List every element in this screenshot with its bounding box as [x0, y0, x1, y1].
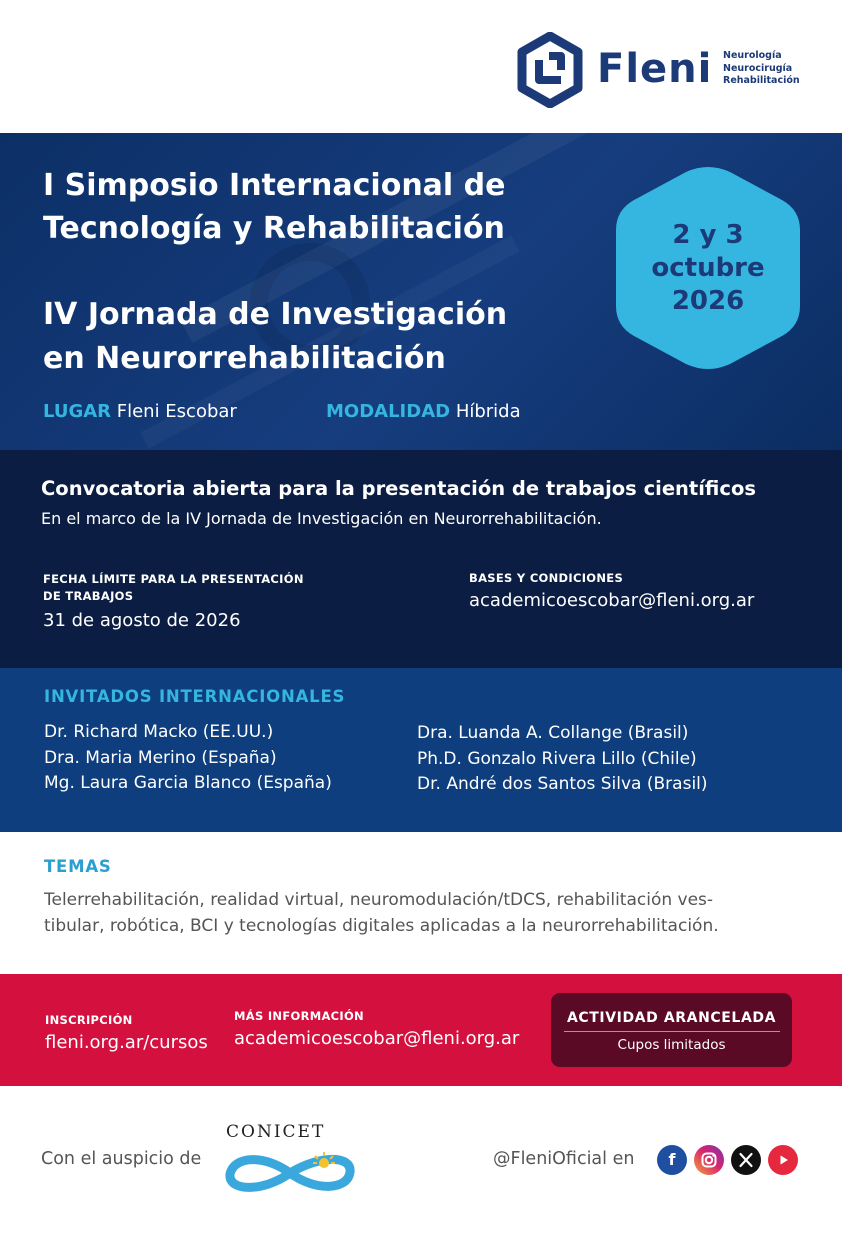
deadline-label	[43, 571, 363, 605]
bases-email-link[interactable]: academicoescobar@fleni.org.ar	[469, 590, 755, 611]
conicet-logo-text: CONICET	[226, 1122, 326, 1142]
facebook-icon[interactable]: f	[657, 1145, 687, 1175]
youtube-glyph	[768, 1145, 798, 1175]
hero-section	[0, 133, 842, 450]
registration-section	[0, 974, 842, 1086]
guest-item: Dr. André dos Santos Silva (Brasil)	[417, 774, 708, 794]
topics-title: TEMAS	[44, 857, 112, 876]
brand-tag: Neurología	[723, 50, 782, 61]
registration-block	[45, 1013, 208, 1053]
event-subtitle-line: IV Jornada de Investigación	[43, 297, 508, 332]
topics-text	[44, 887, 804, 939]
fee-divider	[564, 1031, 780, 1032]
guests-title: INVITADOS INTERNACIONALES	[44, 687, 346, 706]
modality	[326, 401, 521, 422]
topics-line: tibular, robótica, BCI y tecnologías digitales aplicadas a la neurorrehabilitación.	[44, 916, 719, 936]
modality-label: MODALIDAD	[326, 401, 451, 422]
fleni-logo-icon	[516, 32, 584, 108]
footer	[0, 1086, 842, 1237]
x-glyph	[731, 1145, 761, 1175]
brand-tag: Rehabilitación	[723, 75, 800, 86]
deadline-block	[43, 571, 363, 631]
brand-tag: Neurocirugía	[723, 62, 793, 74]
youtube-icon[interactable]	[768, 1145, 798, 1175]
info-email-link[interactable]: academicoescobar@fleni.org.ar	[234, 1028, 520, 1049]
instagram-glyph	[694, 1145, 724, 1175]
guest-item: Dra. Luanda A. Collange (Brasil)	[417, 723, 689, 743]
guest-item: Dr. Richard Macko (EE.UU.)	[44, 722, 274, 742]
guest-item: Dra. Maria Merino (España)	[44, 747, 277, 768]
brand-tagline	[723, 50, 800, 88]
bases-label: BASES Y CONDICIONES	[469, 571, 624, 585]
social-handle: @FleniOficial en	[493, 1149, 635, 1169]
info-label: MÁS INFORMACIÓN	[234, 1009, 364, 1023]
call-subtitle: En el marco de la IV Jornada de Investigación en Neurorrehabilitación.	[41, 509, 602, 528]
fee-title: ACTIVIDAD ARANCELADA	[566, 1010, 777, 1026]
venue-label: LUGAR	[43, 401, 112, 422]
info-block	[234, 1009, 519, 1049]
event-title-line: Tecnología y Rehabilitación	[43, 211, 505, 246]
instagram-icon[interactable]	[694, 1145, 724, 1175]
guests-list-right	[417, 721, 708, 798]
sponsor-text: Con el auspicio de	[41, 1149, 202, 1169]
event-date-line: 2 y 3	[672, 220, 744, 250]
deadline-value: 31 de agosto de 2026	[43, 610, 241, 631]
guests-section	[0, 668, 842, 832]
guest-item: Ph.D. Gonzalo Rivera Lillo (Chile)	[417, 748, 697, 769]
registration-link[interactable]: fleni.org.ar/cursos	[45, 1032, 208, 1053]
event-date	[616, 219, 800, 318]
brand-name: Fleni	[597, 46, 713, 92]
topics-section	[0, 832, 842, 974]
deadline-label-line: FECHA LÍMITE PARA LA PRESENTACIÓN	[43, 572, 304, 586]
venue-value: Fleni Escobar	[116, 401, 237, 422]
deadline-label-line: DE TRABAJOS	[43, 589, 134, 603]
bases-block	[469, 570, 809, 611]
event-title-line: I Simposio Internacional de	[43, 168, 506, 203]
header	[0, 0, 842, 133]
x-icon[interactable]	[731, 1145, 761, 1175]
event-title	[43, 164, 505, 250]
fee-subtitle: Cupos limitados	[617, 1037, 726, 1053]
conicet-logo-icon	[224, 1148, 356, 1198]
modality-value: Híbrida	[455, 401, 521, 422]
call-for-papers-section	[0, 450, 842, 668]
fee-badge	[551, 993, 792, 1067]
registration-label: INSCRIPCIÓN	[45, 1013, 133, 1027]
call-title: Convocatoria abierta para la presentación de trabajos científicos	[41, 477, 756, 500]
event-date-line: octubre	[651, 253, 765, 283]
event-subtitle-line: en Neurorrehabilitación	[43, 341, 446, 376]
guests-list-left	[44, 720, 332, 797]
event-subtitle	[43, 293, 507, 381]
venue	[43, 401, 237, 422]
event-date-line: 2026	[671, 286, 745, 316]
topics-line: Telerrehabilitación, realidad virtual, neuromodulación/tDCS, rehabilitación ves-	[44, 890, 714, 910]
guest-item: Mg. Laura Garcia Blanco (España)	[44, 773, 332, 793]
